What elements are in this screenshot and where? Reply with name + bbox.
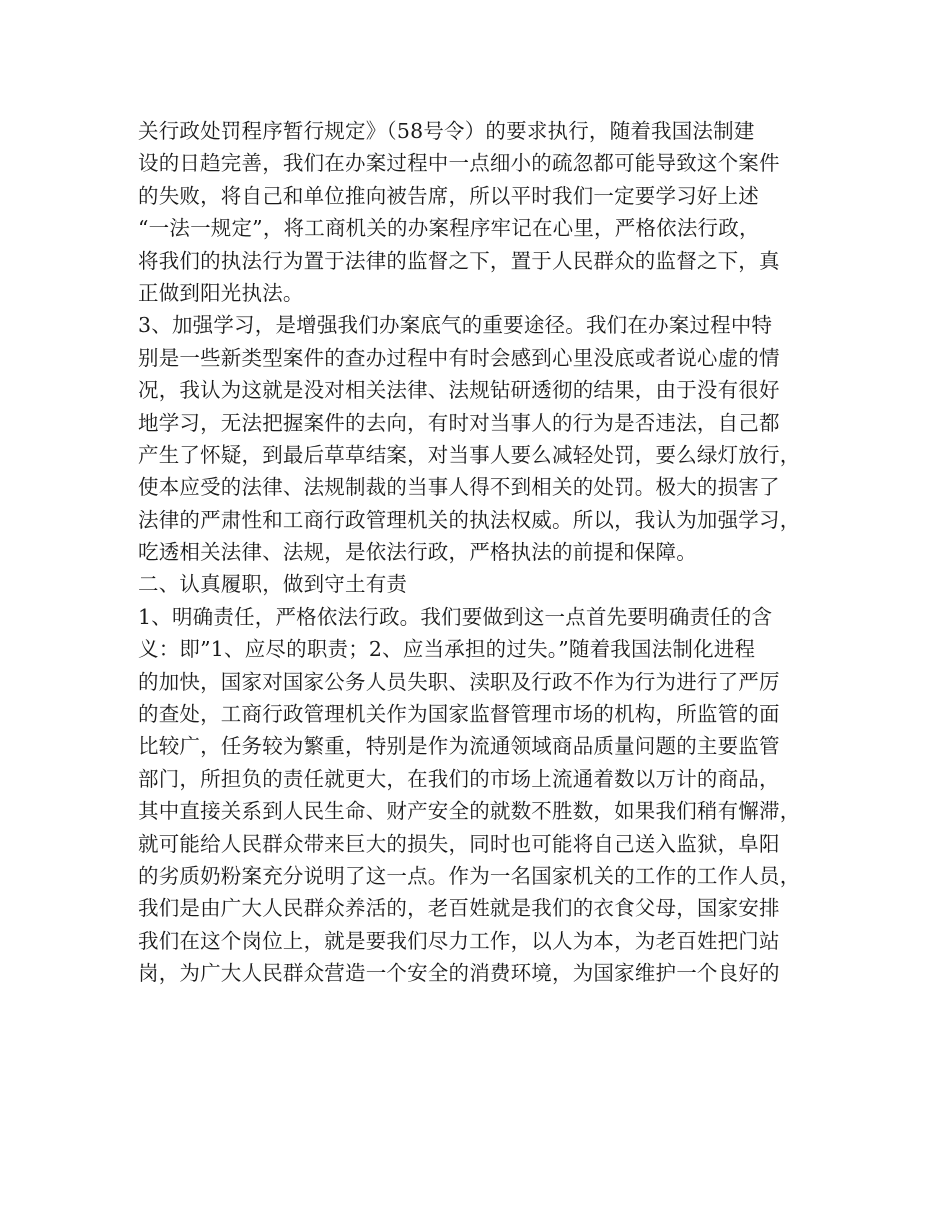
text-line: 正做到阳光执法。: [138, 280, 304, 305]
text-line: 部门，所担负的责任就更大，在我们的市场上流通着数以万计的商品，: [138, 766, 780, 791]
text-line: 3、加强学习，是增强我们办案底气的重要途径。我们在办案过程中特: [138, 313, 773, 338]
text-line: 就可能给人民群众带来巨大的损失，同时也可能将自己送入监狱，阜阳: [138, 831, 780, 856]
text-line: 其中直接关系到人民生命、财产安全的就数不胜数，如果我们稍有懈滞，: [138, 799, 801, 824]
text-line: 将我们的执法行为置于法律的监督之下，置于人民群众的监督之下，真: [138, 248, 780, 273]
text-line: 设的日趋完善，我们在办案过程中一点细小的疏忽都可能导致这个案件: [138, 151, 780, 176]
text-line: 比较广，任务较为繁重，特别是作为流通领域商品质量问题的主要监管: [138, 734, 780, 759]
text-line: 我们在这个岗位上，就是要我们尽力工作，以人为本，为老百姓把门站: [138, 928, 780, 953]
text-line: 的劣质奶粉案充分说明了这一点。作为一名国家机关的工作的工作人员，: [138, 863, 801, 888]
text-line: 地学习，无法把握案件的去向，有时对当事人的行为是否违法，自己都: [138, 410, 780, 435]
text-line: 的查处，工商行政管理机关作为国家监督管理市场的机构，所监管的面: [138, 702, 780, 727]
text-line: 使本应受的法律、法规制裁的当事人得不到相关的处罚。极大的损害了: [138, 475, 780, 500]
text-line: 关行政处罚程序暂行规定》（58号令）的要求执行，随着我国法制建: [138, 119, 755, 143]
text-line: 别是一些新类型案件的查办过程中有时会感到心里没底或者说心虚的情: [138, 345, 780, 370]
body-text: [138, 115, 828, 990]
text-line: 吃透相关法律、法规，是依法行政，严格执法的前提和保障。: [138, 540, 697, 565]
text-line: 的失败，将自己和单位推向被告席，所以平时我们一定要学习好上述: [138, 183, 759, 208]
text-line: 况，我认为这就是没对相关法律、法规钻研透彻的结果，由于没有很好: [138, 378, 780, 403]
text-line: 法律的严肃性和工商行政管理机关的执法权威。所以，我认为加强学习，: [138, 507, 801, 532]
text-line: 岗，为广大人民群众营造一个安全的消费环境，为国家维护一个良好的: [138, 961, 780, 986]
text-line: “一法一规定”，将工商机关的办案程序牢记在心里，严格依法行政，: [138, 216, 760, 241]
text-line: 1、明确责任，严格依法行政。我们要做到这一点首先要明确责任的含: [138, 604, 773, 629]
section-heading: 二、认真履职，做到守土有责: [138, 572, 408, 597]
text-line: 的加快，国家对国家公务人员失职、渎职及行政不作为行为进行了严厉: [138, 669, 780, 694]
text-line: 我们是由广大人民群众养活的，老百姓就是我们的衣食父母，国家安排: [138, 896, 780, 921]
text-line: 产生了怀疑，到最后草草结案，对当事人要么减轻处罚，要么绿灯放行，: [138, 442, 801, 467]
text-line: 义：即”1、应尽的职责；2、应当承担的过失。”随着我国法制化进程: [138, 637, 756, 662]
